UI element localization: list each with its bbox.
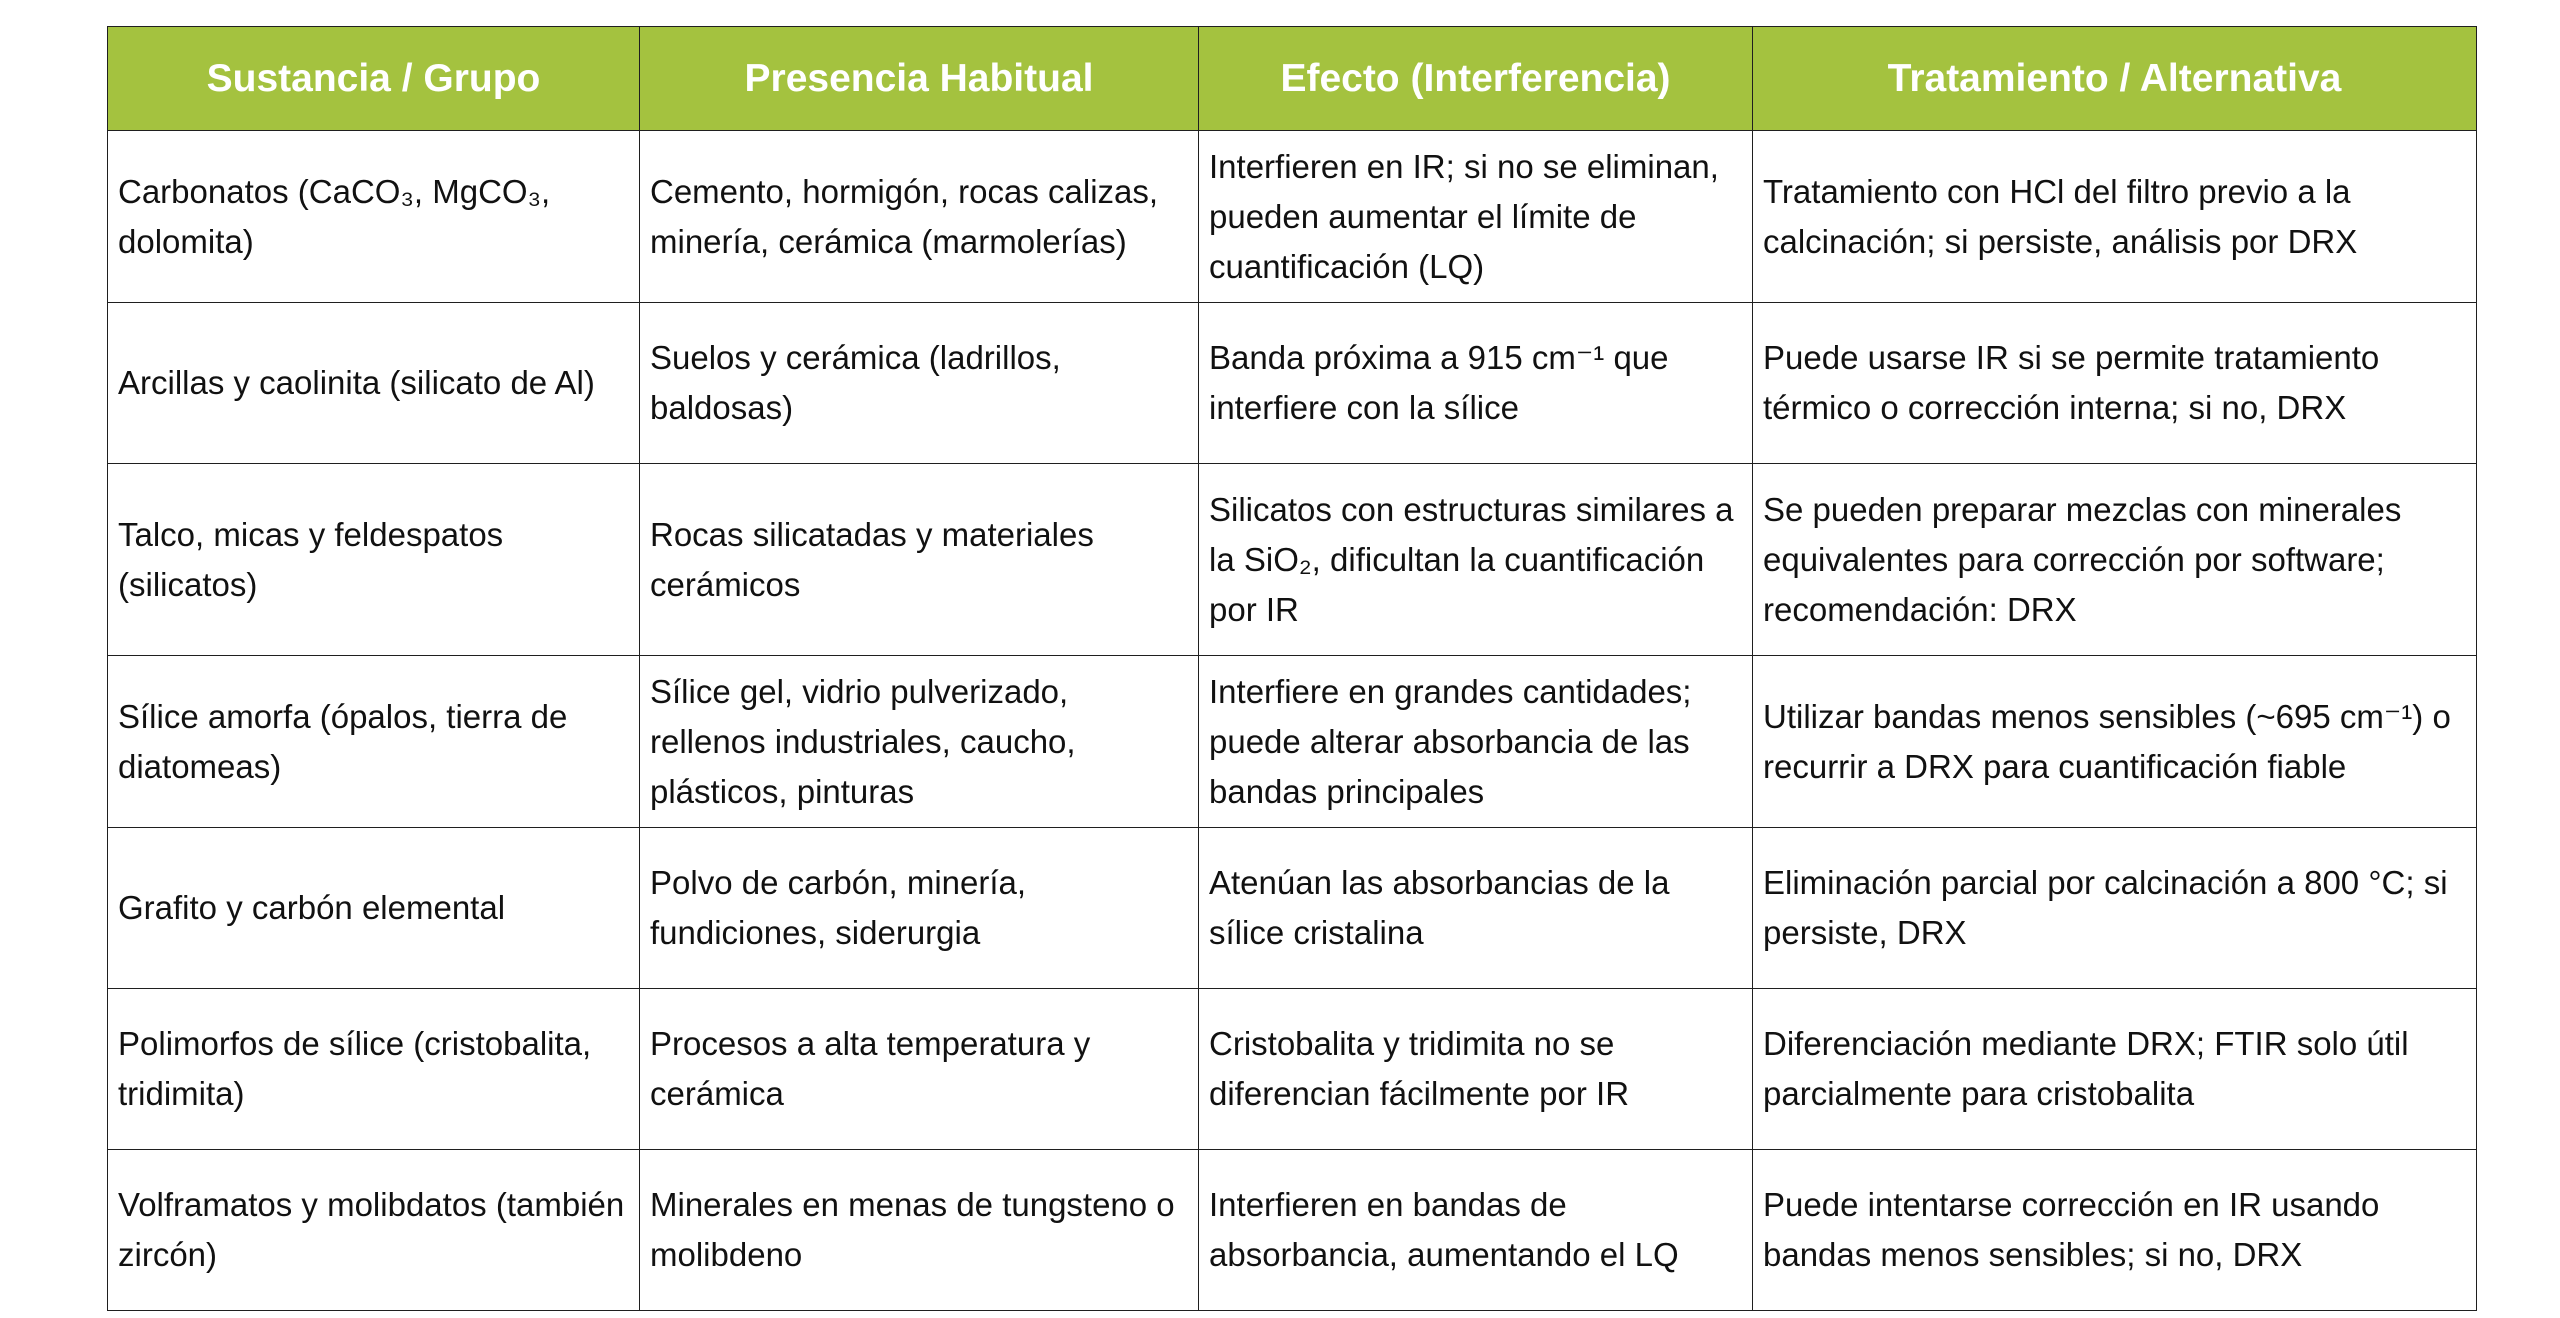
cell-substance: Sílice amorfa (ópalos, tierra de diatomeas): [108, 656, 640, 828]
cell-presence: Cemento, hormigón, rocas calizas, minería, cerámica (marmolerías): [640, 131, 1199, 303]
cell-presence: Sílice gel, vidrio pulverizado, rellenos industriales, caucho, plásticos, pinturas: [640, 656, 1199, 828]
table-row: [108, 828, 2477, 989]
table-row: [108, 131, 2477, 303]
interference-table-container: [107, 26, 2476, 1311]
cell-treatment: Diferenciación mediante DRX; FTIR solo útil parcialmente para cristobalita: [1753, 989, 2477, 1150]
cell-treatment: Eliminación parcial por calcinación a 800 °C; si persiste, DRX: [1753, 828, 2477, 989]
table-row: [108, 989, 2477, 1150]
cell-substance: Volframatos y molibdatos (también zircón): [108, 1150, 640, 1311]
header-effect: Efecto (Interferencia): [1199, 27, 1753, 131]
cell-substance: Talco, micas y feldespatos (silicatos): [108, 464, 640, 656]
cell-treatment: Puede usarse IR si se permite tratamiento térmico o corrección interna; si no, DRX: [1753, 303, 2477, 464]
header-treatment: Tratamiento / Alternativa: [1753, 27, 2477, 131]
cell-substance: Carbonatos (CaCO₃, MgCO₃, dolomita): [108, 131, 640, 303]
cell-treatment: Se pueden preparar mezclas con minerales equivalentes para corrección por software; recomendación: DRX: [1753, 464, 2477, 656]
cell-substance: Polimorfos de sílice (cristobalita, tridimita): [108, 989, 640, 1150]
cell-treatment: Utilizar bandas menos sensibles (~695 cm⁻¹) o recurrir a DRX para cuantificación fiable: [1753, 656, 2477, 828]
table-row: [108, 464, 2477, 656]
cell-effect: Interfieren en bandas de absorbancia, aumentando el LQ: [1199, 1150, 1753, 1311]
cell-presence: Polvo de carbón, minería, fundiciones, siderurgia: [640, 828, 1199, 989]
cell-presence: Minerales en menas de tungsteno o molibdeno: [640, 1150, 1199, 1311]
cell-treatment: Tratamiento con HCl del filtro previo a la calcinación; si persiste, análisis por DRX: [1753, 131, 2477, 303]
header-presence: Presencia Habitual: [640, 27, 1199, 131]
cell-treatment: Puede intentarse corrección en IR usando bandas menos sensibles; si no, DRX: [1753, 1150, 2477, 1311]
cell-effect: Banda próxima a 915 cm⁻¹ que interfiere con la sílice: [1199, 303, 1753, 464]
cell-substance: Grafito y carbón elemental: [108, 828, 640, 989]
table-row: [108, 656, 2477, 828]
cell-presence: Suelos y cerámica (ladrillos, baldosas): [640, 303, 1199, 464]
cell-effect: Atenúan las absorbancias de la sílice cristalina: [1199, 828, 1753, 989]
cell-presence: Rocas silicatadas y materiales cerámicos: [640, 464, 1199, 656]
table-row: [108, 303, 2477, 464]
table-header-row: [108, 27, 2477, 131]
interference-table: [107, 26, 2477, 1311]
cell-effect: Silicatos con estructuras similares a la SiO₂, dificultan la cuantificación por IR: [1199, 464, 1753, 656]
cell-substance: Arcillas y caolinita (silicato de Al): [108, 303, 640, 464]
header-substance: Sustancia / Grupo: [108, 27, 640, 131]
cell-effect: Cristobalita y tridimita no se diferencian fácilmente por IR: [1199, 989, 1753, 1150]
cell-effect: Interfieren en IR; si no se eliminan, pueden aumentar el límite de cuantificación (LQ): [1199, 131, 1753, 303]
table-row: [108, 1150, 2477, 1311]
cell-effect: Interfiere en grandes cantidades; puede alterar absorbancia de las bandas principales: [1199, 656, 1753, 828]
cell-presence: Procesos a alta temperatura y cerámica: [640, 989, 1199, 1150]
